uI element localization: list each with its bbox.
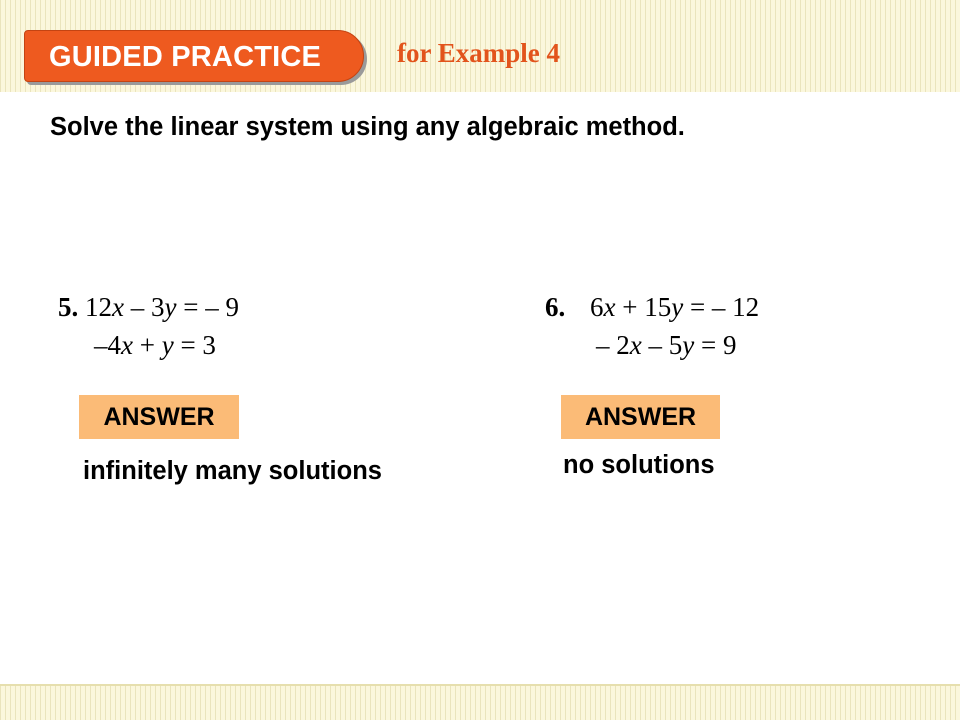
rhs: = 9 xyxy=(694,330,737,360)
footer-band xyxy=(0,684,960,720)
coef: 6 xyxy=(590,292,604,322)
problem-6-equation-1: 6. 6x + 15y = – 12 xyxy=(545,292,760,322)
problem-5-equation-2: –4x + y = 3 xyxy=(94,330,216,360)
rhs: = – 9 xyxy=(176,292,239,322)
guided-practice-badge xyxy=(24,30,364,82)
coef: + xyxy=(132,330,162,360)
coef: –4 xyxy=(94,330,121,360)
coef: – 5 xyxy=(641,330,683,360)
rhs: = – 12 xyxy=(683,292,760,322)
answer-badge-6: ANSWER xyxy=(561,395,720,439)
problem-number: 5. xyxy=(58,292,79,322)
problem-5-equation-1: 5. 12x – 3y = – 9 xyxy=(58,292,239,322)
problem-6-equation-2: – 2x – 5y = 9 xyxy=(596,330,737,360)
answer-6: no solutions xyxy=(563,451,715,479)
guided-practice-label: GUIDED PRACTICE xyxy=(49,41,322,73)
example-reference: for Example 4 xyxy=(397,38,560,68)
coef: 12 xyxy=(85,292,112,322)
rhs: = 3 xyxy=(173,330,216,360)
answer-5: infinitely many solutions xyxy=(83,457,382,485)
answer-badge-5: ANSWER xyxy=(79,395,239,439)
coef: + 15 xyxy=(615,292,672,322)
instruction-text: Solve the linear system using any algebraic method. xyxy=(50,113,685,141)
coef: – 2 xyxy=(596,330,630,360)
problem-number: 6. xyxy=(545,292,566,322)
coef: – 3 xyxy=(123,292,165,322)
